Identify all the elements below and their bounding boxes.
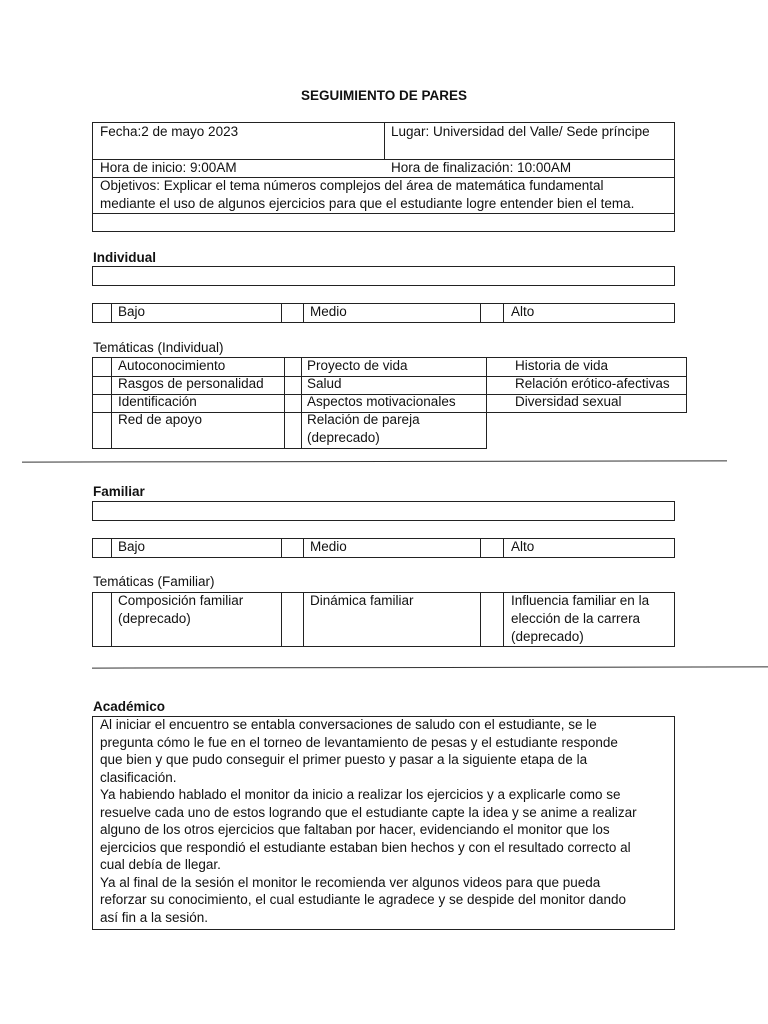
section-divider — [92, 666, 768, 668]
hora-inicio-field: Hora de inicio: 9:00AM — [100, 160, 237, 175]
tema-influencia-familiar-2: elección de la carrera — [511, 611, 641, 626]
academico-line: resuelve cada uno de estos logrando que el estudiante capte la idea y se anime a realizar — [100, 804, 637, 820]
tema-historia-de-vida: Historia de vida — [515, 358, 609, 373]
individual-level-bajo: Bajo — [118, 304, 146, 319]
tema-proyecto-de-vida: Proyecto de vida — [307, 358, 408, 373]
tema-red-de-apoyo: Red de apoyo — [118, 412, 203, 427]
academico-line: cual debía de llegar. — [100, 857, 221, 872]
tema-dinamica-familiar: Dinámica familiar — [310, 593, 414, 608]
tematicas-familiar-label: Temáticas (Familiar) — [93, 574, 215, 589]
section-divider — [22, 460, 727, 462]
familiar-level-medio: Medio — [310, 539, 347, 554]
tema-composicion-familiar-deprecado: (deprecado) — [118, 611, 191, 626]
tema-aspectos-motivacionales: Aspectos motivacionales — [307, 394, 456, 409]
familiar-level-bajo: Bajo — [118, 539, 146, 554]
academico-line: que bien y que pudo conseguir el primer puesto y pasar a la siguiente etapa de la — [100, 752, 588, 767]
academico-line: Ya habiendo hablado el monitor da inicio a realizar los ejercicios y a explicarle como se — [100, 787, 621, 802]
tema-salud: Salud — [307, 376, 342, 391]
academico-line: así fin a la sesión. — [100, 909, 209, 925]
hora-fin-field: Hora de finalización: 10:00AM — [391, 160, 572, 175]
academico-line: alguno de los otros ejercicios que faltaban por hacer, evidenciando el monitor que los — [100, 822, 610, 837]
tematicas-individual-label: Temáticas (Individual) — [93, 340, 224, 355]
tema-relacion-de-pareja: Relación de pareja — [307, 412, 420, 427]
tema-identificacion: Identificación — [118, 394, 197, 409]
academico-line: Al iniciar el encuentro se entabla conversaciones de saludo con el estudiante, se le — [100, 717, 597, 732]
objetivos-line-2: mediante el uso de algunos ejercicios para que el estudiante logre entender bien el tema. — [100, 196, 635, 211]
tema-diversidad-sexual: Diversidad sexual — [515, 394, 622, 409]
familiar-level-table — [92, 538, 675, 558]
tema-rasgos-de-personalidad: Rasgos de personalidad — [118, 376, 264, 391]
fecha-field: Fecha:2 de mayo 2023 — [100, 124, 239, 139]
page-title: SEGUIMIENTO DE PARES — [300, 88, 468, 103]
academico-line: Ya al final de la sesión el monitor le recomienda ver algunos videos para que pueda — [100, 874, 601, 890]
academico-line: pregunta cómo le fue en el torneo de levantamiento de pesas y el estudiante responde — [100, 734, 618, 750]
individual-level-medio: Medio — [310, 304, 347, 319]
individual-level-alto: Alto — [511, 304, 535, 319]
familiar-heading: Familiar — [93, 484, 145, 499]
tema-autoconocimiento: Autoconocimiento — [118, 358, 226, 373]
tema-influencia-familiar-3: (deprecado) — [511, 629, 584, 644]
individual-level-table — [92, 303, 675, 323]
academico-line: reforzar su conocimiento, el cual estudiante le agradece y se despide del monitor dando — [100, 892, 627, 907]
academico-line: clasificación. — [100, 769, 177, 785]
academico-heading: Académico — [93, 699, 166, 714]
academico-line: ejercicios que respondió el estudiante estaban bien hechos y con el resultado correcto al — [100, 839, 631, 855]
familiar-level-alto: Alto — [511, 539, 535, 554]
familiar-notes-box — [92, 501, 675, 521]
tema-relacion-de-pareja-deprecado: (deprecado) — [307, 430, 380, 445]
lugar-field: Lugar: Universidad del Valle/ Sede príncipe — [391, 124, 650, 139]
individual-heading: Individual — [93, 250, 157, 265]
tema-relacion-erotico-afectivas: Relación erótico-afectivas — [515, 376, 670, 391]
objetivos-line-1: Objetivos: Explicar el tema números complejos del área de matemática fundamental — [100, 178, 604, 193]
individual-notes-box — [92, 266, 675, 286]
tema-influencia-familiar-1: Influencia familiar en la — [511, 593, 650, 608]
tema-composicion-familiar: Composición familiar — [118, 593, 244, 608]
